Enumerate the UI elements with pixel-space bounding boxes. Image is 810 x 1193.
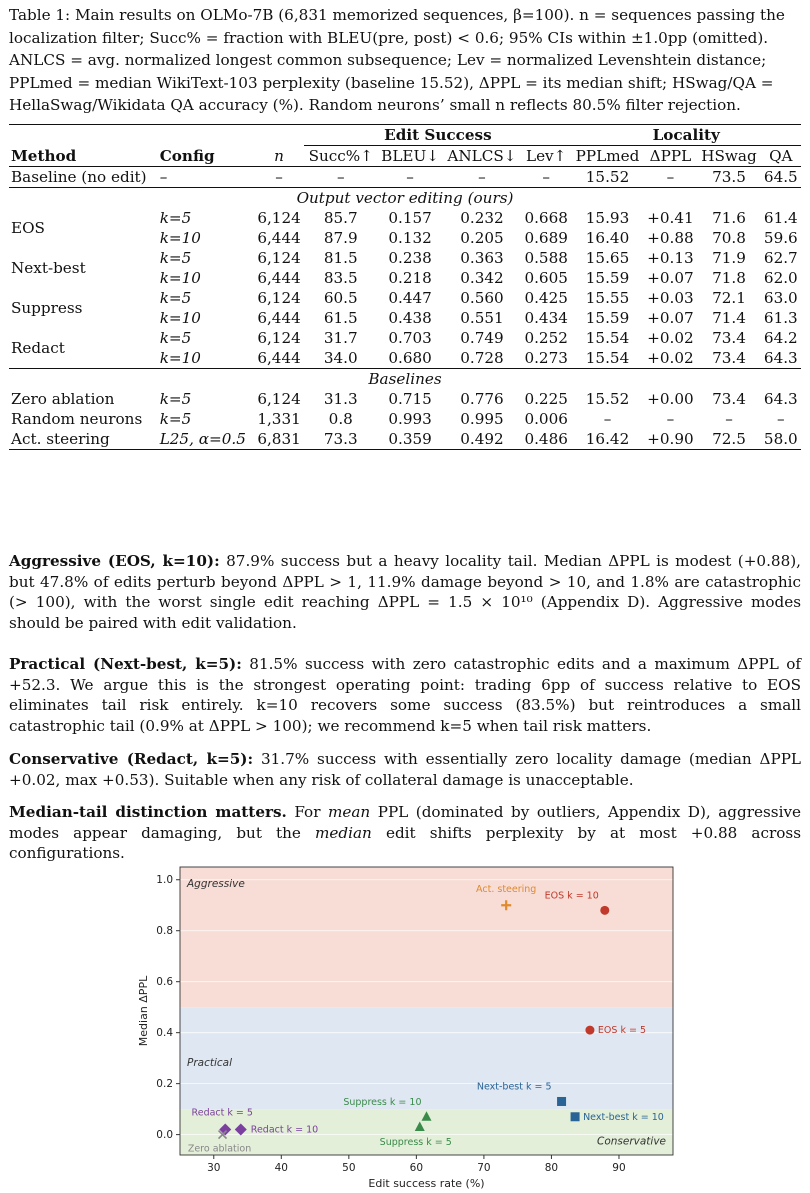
table-row: [9, 429, 801, 450]
point-label: Suppress k = 10: [343, 1096, 422, 1108]
table-row: [9, 248, 801, 268]
paragraph-text: edit shifts perplexity by at most +0.88 across configurations.: [9, 823, 801, 862]
results-table: [9, 124, 801, 450]
table-cell: 73.4: [712, 349, 746, 367]
table-cell: 71.9: [712, 249, 746, 267]
table-cell: 83.5: [323, 269, 358, 287]
table-cell: k=5: [159, 410, 192, 428]
table-cell: k=5: [159, 329, 192, 347]
table-cell: –: [159, 168, 168, 186]
table-cell: 73.5: [712, 168, 746, 186]
table-cell: 0.359: [388, 430, 432, 448]
table-cell: 0.425: [524, 289, 568, 307]
group-locality: Locality: [571, 125, 801, 146]
caption-text: Table 1: Main results on OLMo-7B (6,831 memorized sequences, β=100). n = sequences passing the localization filter; Succ% = fraction with BLEU(pre, post) < 0.6; 95% CIs within ±1.0pp (omitted). ANLCS = avg. normalized longest common subsequence; Lev = normalized Levenshtein distance; PPLmed = median WikiText-103 perplexity (baseline 15.52), ΔPPL = its median shift; HSwag/QA = HellaSwag/Wikidata QA accuracy (%). Random neurons’ small n reflects 80.5% filter rejection.: [9, 6, 785, 115]
point-label: Redact k = 5: [191, 1107, 253, 1119]
table-cell: 0.342: [460, 269, 504, 287]
table-cell: 62.7: [763, 249, 798, 267]
paragraph-lead: Median-tail distinction matters.: [9, 803, 287, 821]
x-axis-label: Edit success rate (%): [368, 1177, 485, 1190]
table-row: [9, 208, 801, 228]
table-cell: EOS: [11, 219, 45, 237]
region-band: [180, 1007, 673, 1109]
table-cell: 61.3: [763, 309, 798, 327]
scatter-chart: [130, 860, 690, 1190]
x-tick-label: 30: [207, 1162, 221, 1174]
table-cell: –: [777, 410, 785, 428]
table-cell: 15.52: [585, 390, 630, 408]
table-cell: Redact: [11, 339, 65, 357]
table-cell: 0.588: [524, 249, 568, 267]
table-cell: 15.59: [585, 309, 630, 327]
column-header: Succ%↑: [308, 147, 373, 165]
table-cell: 59.6: [763, 229, 798, 247]
table-cell: 0.225: [524, 390, 568, 408]
table-cell: L25, α=0.5: [159, 430, 246, 448]
table-cell: 15.65: [585, 249, 630, 267]
point-label: Redact k = 10: [250, 1124, 319, 1136]
table-cell: 0.238: [388, 249, 432, 267]
table-row: [9, 167, 801, 188]
table-cell: 6,444: [257, 269, 301, 287]
paragraph-lead: Conservative (Redact, k=5):: [9, 750, 254, 768]
table-cell: k=5: [159, 390, 192, 408]
table-cell: 6,124: [257, 209, 301, 227]
table-cell: +0.13: [647, 249, 694, 267]
table-cell: +0.02: [647, 349, 694, 367]
table-cell: 0.363: [460, 249, 504, 267]
column-header: ΔPPL: [649, 147, 692, 165]
table-cell: 31.3: [323, 390, 358, 408]
data-point: [585, 1026, 594, 1035]
y-tick-label: 0.6: [156, 976, 173, 989]
table-row: [9, 409, 801, 429]
y-tick-label: 0.2: [156, 1078, 173, 1091]
table-cell: 60.5: [323, 289, 358, 307]
table-cell: 6,124: [257, 289, 301, 307]
table-cell: +0.90: [647, 430, 694, 448]
table-cell: +0.88: [647, 229, 694, 247]
table-cell: 0.689: [524, 229, 568, 247]
table-cell: 64.2: [763, 329, 798, 347]
table-cell: 0.8: [328, 410, 353, 428]
table-cell: 0.995: [460, 410, 504, 428]
section-label: Baselines: [368, 370, 442, 388]
table-cell: 6,124: [257, 249, 301, 267]
table-cell: 70.8: [712, 229, 746, 247]
table-cell: –: [666, 410, 675, 428]
region-band: [180, 867, 673, 1007]
table-cell: 61.5: [323, 309, 358, 327]
point-label: EOS k = 5: [597, 1025, 647, 1037]
table-cell: 6,444: [257, 229, 301, 247]
y-tick-label: 0.0: [156, 1129, 173, 1142]
table-cell: 0.006: [524, 410, 568, 428]
table-cell: Baseline (no edit): [11, 168, 147, 186]
table-cell: 72.1: [712, 289, 746, 307]
table-cell: 85.7: [323, 209, 358, 227]
table-cell: 0.486: [524, 430, 568, 448]
table-row: [9, 328, 801, 348]
table-cell: k=5: [159, 289, 192, 307]
table-cell: 61.4: [763, 209, 798, 227]
table-cell: 0.728: [460, 349, 504, 367]
table-cell: 0.776: [460, 390, 504, 408]
data-point: [557, 1097, 566, 1106]
section-row: [9, 369, 801, 390]
region-label: Conservative: [596, 1135, 666, 1148]
table-cell: +0.07: [647, 309, 694, 327]
paragraph-aggressive: [9, 551, 801, 633]
table-cell: 71.6: [712, 209, 746, 227]
emphasis-mean: mean: [327, 803, 371, 821]
table-cell: 6,831: [257, 430, 301, 448]
table-cell: 0.560: [460, 289, 504, 307]
x-tick-label: 90: [612, 1162, 626, 1174]
table-cell: 15.55: [585, 289, 630, 307]
column-header: n: [274, 146, 284, 165]
paragraph-text: For: [286, 803, 328, 821]
table-cell: k=10: [159, 229, 201, 247]
table-cell: 0.218: [388, 269, 432, 287]
table-cell: –: [725, 410, 733, 428]
table-cell: 87.9: [323, 229, 358, 247]
table-cell: 34.0: [323, 349, 358, 367]
table-cell: 0.447: [388, 289, 432, 307]
table-cell: 0.232: [460, 209, 504, 227]
table-cell: +0.03: [647, 289, 694, 307]
table-cell: –: [406, 168, 414, 186]
table-cell: 0.703: [388, 329, 432, 347]
table-cell: 16.40: [585, 229, 630, 247]
table-row: [9, 288, 801, 308]
table-cell: 64.5: [763, 168, 798, 186]
table-cell: 81.5: [323, 249, 358, 267]
table-cell: +0.07: [647, 269, 694, 287]
point-label: EOS k = 10: [544, 890, 599, 902]
table-cell: –: [603, 410, 612, 428]
y-tick-label: 1.0: [156, 874, 173, 887]
table-cell: 64.3: [763, 390, 798, 408]
table-cell: 0.668: [524, 209, 568, 227]
paragraph-text: PPL (dominated by outliers, Appendix D), aggressive modes appear damaging, but the: [9, 803, 802, 842]
paragraph-lead: Aggressive (EOS, k=10):: [9, 552, 220, 570]
table-cell: –: [336, 168, 345, 186]
table-cell: k=10: [159, 269, 201, 287]
table-cell: Zero ablation: [11, 390, 115, 408]
region-label: Practical: [187, 1056, 233, 1069]
table-cell: 16.42: [585, 430, 630, 448]
table-cell: 0.157: [388, 209, 432, 227]
column-header: PPLmed: [575, 147, 640, 165]
column-header: HSwag: [701, 147, 757, 165]
y-tick-label: 0.8: [156, 925, 173, 938]
table-cell: –: [666, 168, 675, 186]
data-point: [600, 906, 609, 915]
table-cell: –: [542, 168, 550, 186]
table-cell: 0.273: [524, 349, 568, 367]
point-label: Act. steering: [476, 884, 537, 896]
paragraph-lead: Practical (Next-best, k=5):: [9, 655, 242, 673]
table-cell: 58.0: [763, 430, 798, 448]
paragraph-conservative: [9, 749, 801, 790]
table-cell: 71.4: [712, 309, 746, 327]
table-cell: Random neurons: [11, 410, 143, 428]
table-cell: 0.132: [388, 229, 432, 247]
y-tick-label: 0.4: [156, 1027, 173, 1040]
table-cell: 6,444: [257, 349, 301, 367]
x-tick-label: 40: [274, 1162, 288, 1174]
table-cell: k=10: [159, 309, 201, 327]
table-cell: 15.59: [585, 269, 630, 287]
table-cell: +0.41: [647, 209, 694, 227]
table-cell: 6,124: [257, 329, 301, 347]
table-cell: k=10: [159, 349, 201, 367]
table-cell: –: [478, 168, 486, 186]
table-cell: Next-best: [11, 259, 86, 277]
x-tick-label: 50: [342, 1162, 356, 1174]
table-cell: 15.52: [585, 168, 630, 186]
table-cell: 1,331: [257, 410, 301, 428]
table-cell: 0.434: [524, 309, 568, 327]
table-cell: 62.0: [763, 269, 798, 287]
section-label: Output vector editing (ours): [296, 189, 514, 207]
emphasis-median: median: [315, 823, 372, 842]
table-cell: 0.680: [388, 349, 432, 367]
table-cell: 73.4: [712, 390, 746, 408]
table-cell: +0.00: [647, 390, 694, 408]
data-point: [571, 1112, 580, 1121]
table-cell: 0.749: [460, 329, 504, 347]
table-cell: 64.3: [763, 349, 798, 367]
table-cell: 0.492: [460, 430, 504, 448]
column-header: Method: [11, 146, 77, 165]
table-cell: Act. steering: [11, 430, 110, 448]
column-header: BLEU↓: [381, 147, 440, 165]
point-label: Next-best k = 5: [476, 1081, 552, 1093]
x-tick-label: 70: [477, 1162, 491, 1174]
paragraph-text: 31.7% success with essentially zero locality damage (median ΔPPL +0.02, max +0.53). Suitable when any risk of collateral damage is unacceptable.: [9, 750, 801, 789]
table-cell: 0.715: [388, 390, 432, 408]
table-cell: Suppress: [11, 299, 83, 317]
table-cell: 15.54: [585, 329, 630, 347]
table-body: [9, 167, 801, 450]
paragraph-text: 81.5% success with zero catastrophic edits and a maximum ΔPPL of +52.3. We argue this is the strongest operating point: trading 6pp of success relative to EOS eliminates tail risk entirely. k=10 recovers some success (83.5%) but reintroduces a small catastrophic tail (0.9% at ΔPPL > 100); we recommend k=5 when tail risk matters.: [9, 655, 801, 735]
group-edit-success: Edit Success: [304, 125, 571, 146]
table-cell: 0.605: [524, 269, 568, 287]
column-header: QA: [769, 147, 793, 165]
x-tick-label: 60: [409, 1162, 424, 1174]
paragraph-text: 87.9% success but a heavy locality tail. Median ΔPPL is modest (+0.88), but 47.8% of edits perturb beyond ΔPPL > 1, 11.9% damage beyond > 10, and 1.8% are catastrophic (> 100), with the worst single edit reaching ΔPPL = 1.5 × 10¹⁰ (Appendix D). Aggressive modes should be paired with edit validation.: [9, 552, 801, 632]
table-cell: 71.8: [712, 269, 746, 287]
table-cell: k=5: [159, 209, 192, 227]
point-label: Suppress k = 5: [379, 1136, 452, 1148]
region-label: Aggressive: [187, 878, 245, 890]
scatter-figure: [130, 860, 690, 1190]
point-label: Zero ablation: [187, 1143, 252, 1155]
table-cell: 73.3: [323, 430, 358, 448]
table-cell: 0.438: [388, 309, 432, 327]
column-header: Config: [159, 146, 215, 165]
table-cell: 15.93: [585, 209, 630, 227]
column-header: Lev↑: [525, 147, 567, 165]
table-cell: 0.551: [460, 309, 504, 327]
table-cell: 0.252: [524, 329, 568, 347]
paragraph-practical: [9, 654, 801, 736]
point-label: Next-best k = 10: [583, 1111, 664, 1123]
table-cell: 31.7: [323, 329, 358, 347]
table-cell: 6,444: [257, 309, 301, 327]
table-row: [9, 389, 801, 409]
group-header-row: [9, 125, 801, 146]
table-cell: 73.4: [712, 329, 746, 347]
table-cell: 72.5: [712, 430, 746, 448]
paragraph-median-tail: [9, 802, 801, 864]
table-cell: +0.02: [647, 329, 694, 347]
section-row: [9, 188, 801, 209]
table-cell: 0.205: [460, 229, 504, 247]
table-caption: [9, 4, 801, 117]
table-cell: k=5: [159, 249, 192, 267]
x-tick-label: 80: [544, 1162, 559, 1174]
table-cell: –: [275, 168, 283, 186]
table-cell: 63.0: [763, 289, 798, 307]
y-axis-label: Median ΔPPL: [137, 975, 150, 1047]
table-cell: 15.54: [585, 349, 630, 367]
column-header-row: [9, 146, 801, 167]
table-cell: 0.993: [388, 410, 432, 428]
table-cell: 6,124: [257, 390, 301, 408]
column-header: ANLCS↓: [447, 147, 517, 165]
